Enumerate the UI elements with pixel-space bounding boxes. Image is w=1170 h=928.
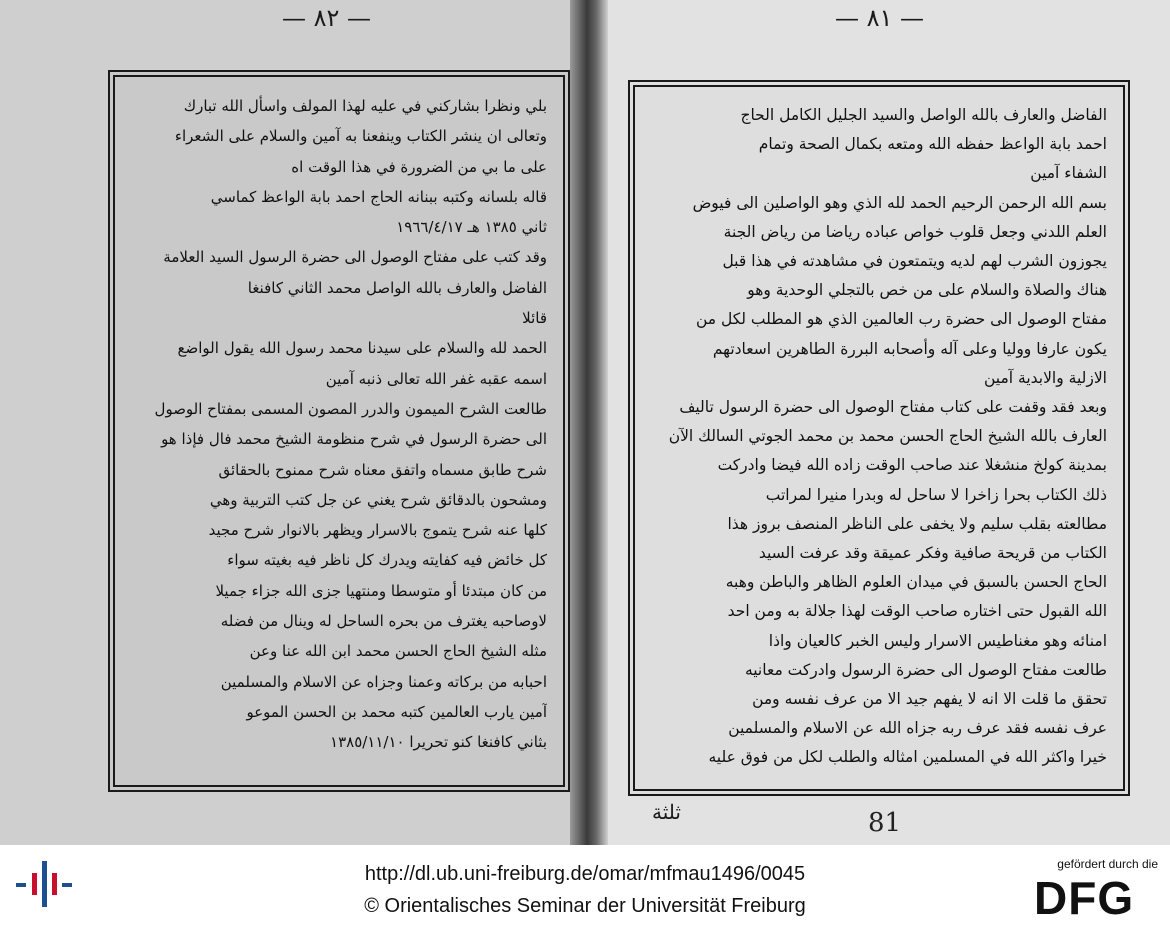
right-text-block [649, 101, 1107, 773]
copyright-notice: © Orientalisches Seminar der Universität Freiburg [364, 895, 806, 917]
right-folio-number: — ٨١ — [835, 4, 925, 32]
margin-note: ثلثة [652, 800, 681, 824]
left-line: كل خائض فيه كفايته ويدرك كل ناظر فيه بغيته سواء [227, 551, 547, 570]
dfg-logo: DFG [1034, 872, 1135, 924]
left-line: ومشحون بالدقائق شرح يغني عن جل كتب التربية وهي [209, 490, 547, 509]
right-line: بسم الله الرحمن الرحيم الحمد لله الذي وهو الواصلين الى فيوض [692, 193, 1107, 212]
left-line: آمين يارب العالمين كتبه محمد بن الحسن الموعو [246, 702, 547, 721]
right-line: الازلية والابدية آمين [984, 368, 1107, 387]
left-line: اسمه عقبه غفر الله تعالى ذنبه آمين [325, 369, 547, 388]
left-line: لاوصاحبه يغترف من بحره الساحل له وينال من فضله [220, 612, 547, 631]
right-line: ذلك الكتاب بحرا زاخرا لا ساحل له وبدرا منيرا لمراتب [765, 485, 1107, 504]
right-line: وبعد فقد وقفت على كتاب مفتاح الوصول الى حضرة الرسول تاليف [679, 398, 1107, 417]
left-line: على ما بي من الضرورة في هذا الوقت اه [291, 157, 547, 176]
right-line: طالعت مفتاح الوصول الى حضرة الرسول وادركت معانيه [744, 660, 1107, 679]
right-line: الله القبول حتى اختاره صاحب الوقت لهذا جلالة به ومن احد [727, 602, 1107, 621]
right-line: امنائه وهو مغناطيس الاسرار وليس الخبر كالعيان واذا [768, 631, 1107, 650]
left-line: ثاني ١٣٨٥ هـ ١٩٦٦/٤/١٧ [396, 218, 547, 237]
right-line: يجوزون الشرب لهم لديه ويتمتعون في مشاهدته في هذا قبل [722, 252, 1107, 271]
left-line: طالعت الشرح الميمون والدرر المصون المسمى بمفتاح الوصول [154, 399, 547, 418]
right-line: العلم اللدني وجعل قلوب خواص عباده رياضا من رياض الجنة [723, 222, 1107, 241]
left-folio-number: — ٨٢ — [282, 4, 372, 32]
left-text-block [129, 91, 547, 758]
permalink-url[interactable]: http://dl.ub.uni-freiburg.de/omar/mfmau1496/0045 [364, 863, 806, 885]
left-line: بثاني كافنغا كنو تحريرا ١٣٨٥/١١/١٠ [330, 733, 547, 752]
dfg-caption: gefördert durch die [1057, 857, 1158, 871]
right-line: الكتاب من قريحة صافية وفكر عميقة وقد عرفت السيد [758, 544, 1107, 563]
right-line: خيرا واكثر الله في المسلمين امثاله والطلب لكل من فوق عليه [708, 748, 1107, 767]
right-line: مطالعته بقلب سليم ولا يخفى على الناظر المنصف بروز هذا [727, 514, 1107, 533]
left-line: وتعالى ان ينشر الكتاب وينفعنا به آمين والسلام على الشعراء [174, 127, 547, 146]
right-line: مفتاح الوصول الى حضرة رب العالمين الذي هو المطلب لكل من [695, 310, 1107, 329]
right-line: تحقق ما قلت الا انه لا يفهم جيد الا من عرف نفسه ومن [752, 690, 1107, 709]
left-line: احبابه من بركاته وعمنا وجزاه عن الاسلام والمسلمين [220, 672, 547, 691]
right-line: احمد بابة الواعظ حفظه الله ومتعه بكمال الصحة وتمام [758, 135, 1107, 154]
right-line: بمدينة كولخ منشغلا عند صاحب الوقت زاده الله فيضا وادركت [717, 456, 1107, 475]
left-line: من كان مبتدئا أو متوسطا ومنتهيا جزى الله جزاء جميلا [215, 581, 547, 600]
left-text-frame [108, 70, 570, 792]
left-line: الفاضل والعارف بالله الواصل محمد الثاني كافنغا [247, 278, 547, 297]
right-line: يكون عارفا ووليا وعلى آله وأصحابه البررة الطاهرين اسعادتهم [712, 339, 1107, 358]
right-line: عرف نفسه فقد عرف ربه جزاه الله عن الاسلام والمسلمين [728, 719, 1107, 738]
left-line: الحمد لله والسلام على سيدنا محمد رسول الله يقول الواضع [177, 339, 547, 358]
left-line: كلها عنه شرح يتموج بالاسرار ويظهر بالانوار شرح مجيد [208, 521, 547, 540]
left-line: وقد كتب على مفتاح الوصول الى حضرة الرسول السيد العلامة [163, 248, 547, 267]
right-line: الحاج الحسن بالسبق في ميدان العلوم الظاهر والباطن وهبه [725, 573, 1107, 592]
footer [0, 845, 1170, 928]
left-line: قائلا [522, 309, 547, 328]
right-line: العارف بالله الشيخ الحاج الحسن محمد بن محمد الجوتي السالك الآن [668, 427, 1107, 446]
right-text-frame [628, 80, 1130, 796]
left-line: مثله الشيخ الحاج الحسن محمد ابن الله عنا وعن [249, 642, 547, 661]
right-line: الشفاء آمين [1030, 164, 1107, 183]
left-line: بلي ونظرا بشاركني في عليه لهذا المولف واسأل الله تبارك [183, 97, 547, 115]
left-line: شرح طابق مسماه واتفق معناه شرح ممنوح بالحقائق [218, 460, 547, 479]
bottom-page-number: 81 [868, 808, 902, 838]
right-line: هناك والصلاة والسلام على من خص بالتجلي الوحدية وهو [747, 281, 1107, 300]
left-line: قاله بلسانه وكتبه ببنانه الحاج احمد بابة الواعظ كماسي [210, 187, 547, 206]
book-spine [570, 0, 608, 845]
right-line: الفاضل والعارف بالله الواصل والسيد الجليل الكامل الحاج [740, 106, 1107, 124]
left-line: الى حضرة الرسول في شرح منظومة الشيخ محمد فال فإذا هو [161, 430, 547, 449]
